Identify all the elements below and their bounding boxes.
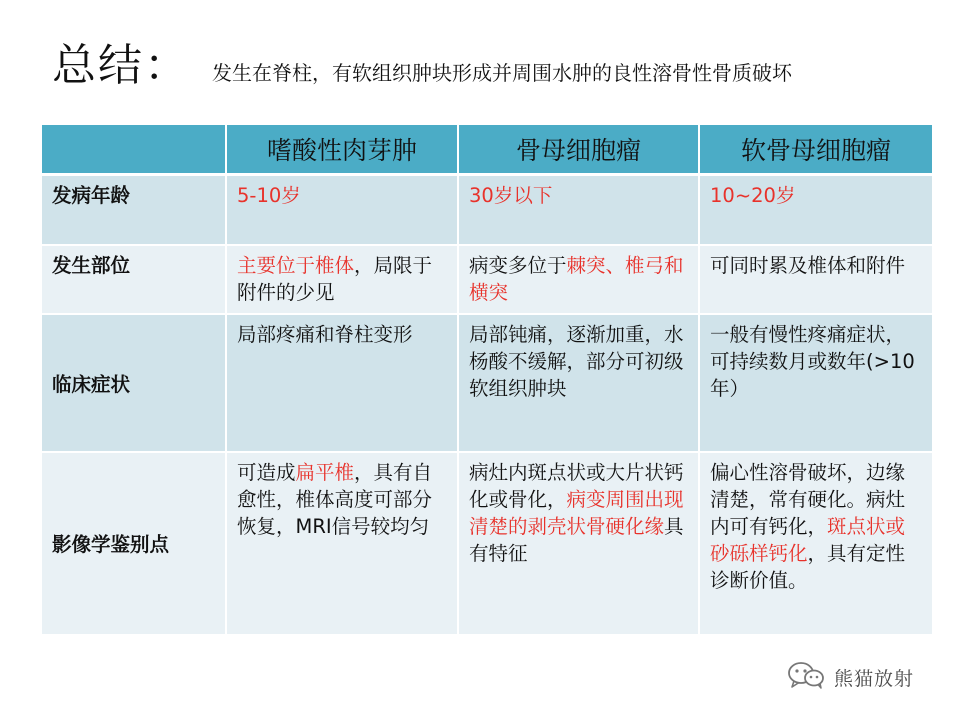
header-eosinophilic-granuloma: 嗜酸性肉芽肿 — [226, 125, 458, 175]
row-label-age: 发病年龄 — [42, 175, 226, 246]
cell-imaging-cb — [699, 452, 933, 635]
cell-location-eg — [226, 245, 458, 314]
highlight-text: 30岁以下 — [469, 184, 553, 207]
header-osteoblastoma: 骨母细胞瘤 — [458, 125, 699, 175]
highlight-text: 10~20岁 — [710, 184, 796, 207]
cell-text: ，具有自愈性，椎体高度可部分恢复，MRI信号较均匀 — [237, 461, 433, 538]
table-row — [42, 314, 933, 452]
cell-text: ，局限于附件的少见 — [237, 254, 433, 304]
cell-text: 病灶内斑点状或大片状钙化或骨化， — [469, 461, 684, 511]
highlight-text: 棘突、椎弓和横突 — [469, 254, 684, 304]
cell-text: 局部疼痛和脊柱变形 — [237, 323, 413, 346]
cell-imaging-ob — [458, 452, 699, 635]
row-label-imaging: 影像学鉴别点 — [42, 452, 226, 635]
row-label-location: 发生部位 — [42, 245, 226, 314]
header-corner — [42, 125, 226, 175]
wechat-icon — [786, 661, 826, 693]
cell-symptoms-ob — [458, 314, 699, 452]
title-row — [52, 36, 792, 96]
cell-text: 偏心性溶骨破坏，边缘清楚，常有硬化。病灶内可有钙化， — [710, 461, 906, 538]
watermark-text: 熊猫放射 — [834, 667, 915, 690]
highlight-text: 5-10岁 — [237, 184, 301, 207]
cell-location-cb — [699, 245, 933, 314]
highlight-text: 斑点状或砂砾样钙化 — [710, 515, 906, 565]
cell-age-ob — [458, 175, 699, 246]
cell-symptoms-cb — [699, 314, 933, 452]
cell-symptoms-eg — [226, 314, 458, 452]
cell-age-cb — [699, 175, 933, 246]
cell-location-ob — [458, 245, 699, 314]
row-label-symptoms: 临床症状 — [42, 314, 226, 452]
highlight-text: 扁平椎 — [295, 461, 355, 484]
page-subtitle: 发生在脊柱，有软组织肿块形成并周围水肿的良性溶骨性骨质破坏 — [212, 61, 792, 85]
cell-text: 病变多位于 — [469, 254, 567, 277]
highlight-text: 主要位于椎体 — [237, 254, 355, 277]
cell-age-eg — [226, 175, 458, 246]
cell-text: 一般有慢性疼痛症状，可持续数月或数年(>10年） — [710, 323, 915, 400]
cell-text: 局部钝痛，逐渐加重，水杨酸不缓解，部分可初级软组织肿块 — [469, 323, 684, 400]
cell-imaging-eg — [226, 452, 458, 635]
table-header-row — [42, 125, 933, 175]
watermark — [786, 662, 914, 692]
cell-text: ，具有定性诊断价值。 — [710, 542, 906, 592]
cell-text: 具有特征 — [469, 515, 684, 565]
cell-text: 可同时累及椎体和附件 — [710, 254, 906, 277]
page-title: 总结： — [52, 40, 190, 91]
comparison-table — [42, 125, 934, 636]
table-row — [42, 452, 933, 635]
cell-text: 可造成 — [237, 461, 296, 484]
header-chondroblastoma: 软骨母细胞瘤 — [699, 125, 933, 175]
table-row — [42, 245, 933, 314]
highlight-text: 病变周围出现清楚的剥壳状骨硬化缘 — [469, 488, 684, 538]
table-row — [42, 175, 933, 246]
